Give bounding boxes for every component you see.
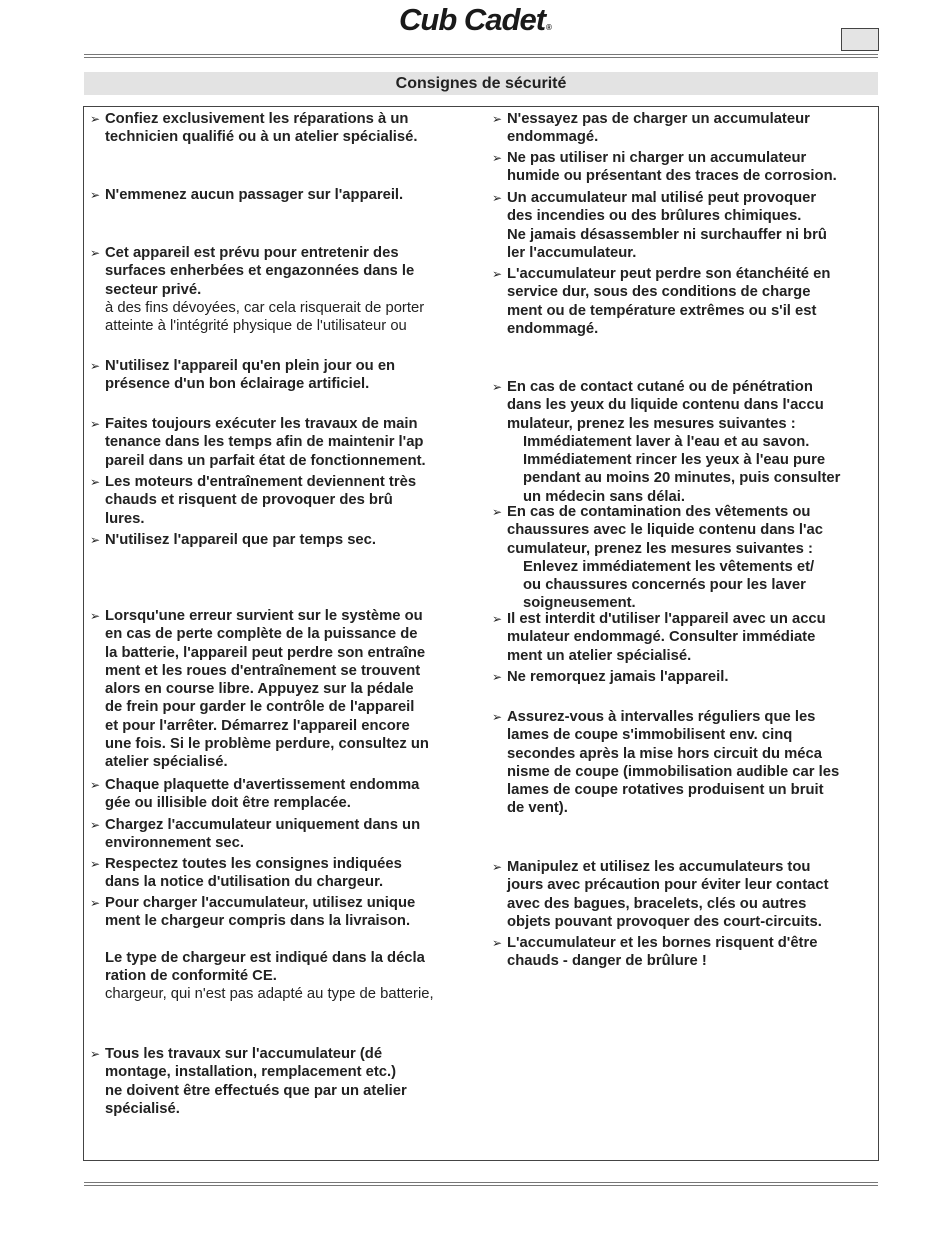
bullet-text-line: des incendies ou des brûlures chimiques.: [507, 208, 802, 225]
bullet-text-line: endommagé.: [507, 129, 599, 146]
arrowhead-bullet-icon: ➢: [90, 246, 101, 260]
bullet-text-line: ment un atelier spécialisé.: [507, 647, 692, 664]
arrowhead-bullet-icon: ➢: [492, 670, 503, 684]
bullet-text-line: ➢ Ne remorquez jamais l'appareil.: [492, 669, 729, 685]
bullet-text-line: ➢ Respectez toutes les consignes indiquées: [90, 856, 402, 872]
safety-instruction: [90, 357, 475, 394]
bullet-text-line: ➢ Assurez-vous à intervalles réguliers que les: [492, 709, 816, 725]
safety-instruction: [90, 244, 475, 335]
arrowhead-bullet-icon: ➢: [90, 818, 101, 832]
cub-cadet-logo: Cub Cadet®: [399, 2, 551, 37]
bullet-text-line: ➢ N'emmenez aucun passager sur l'appareil.: [90, 187, 404, 203]
bullet-text-line: service dur, sous des conditions de charge: [507, 284, 811, 301]
safety-instruction: [90, 110, 475, 147]
bullet-text-line: de frein pour garder le contrôle de l'appareil: [105, 699, 415, 716]
safety-instruction: [90, 816, 475, 853]
bullet-text-line: atelier spécialisé.: [105, 754, 228, 771]
safety-instruction: [90, 531, 475, 549]
bullet-text-line: à des fins dévoyées, car cela risquerait de porter: [105, 299, 425, 316]
arrowhead-bullet-icon: ➢: [492, 860, 503, 874]
bullet-text-line: ➢ Chaque plaquette d'avertissement endomma: [90, 777, 420, 793]
bullet-text-line: et pour l'arrêter. Démarrez l'appareil encore: [105, 717, 410, 734]
bullet-text-line: alors en course libre. Appuyez sur la pédale: [105, 681, 414, 698]
safety-instruction: [90, 415, 475, 470]
safety-instruction: [90, 855, 475, 892]
bullet-text-line: ➢ Ne pas utiliser ni charger un accumulateur: [492, 150, 807, 166]
bullet-text-line: pareil dans un parfait état de fonctionnement.: [105, 452, 426, 469]
safety-instruction: [492, 265, 877, 338]
bullet-text-line: dans les yeux du liquide contenu dans l'accu: [507, 397, 824, 414]
bullet-text-line: ➢ Cet appareil est prévu pour entretenir des: [90, 245, 399, 261]
arrowhead-bullet-icon: ➢: [492, 710, 503, 724]
bullet-text-line: atteinte à l'intégrité physique de l'utilisateur ou: [105, 318, 407, 335]
bullet-text-line: Ne jamais désassembler ni surchauffer ni brû: [507, 226, 827, 243]
safety-instruction: [492, 149, 877, 186]
bullet-text-line: ➢ En cas de contamination des vêtements ou: [492, 504, 811, 520]
footer-rule-bottom: [84, 1185, 878, 1186]
bullet-text-line: technicien qualifié ou à un atelier spécialisé.: [105, 129, 418, 146]
bullet-text-line: objets pouvant provoquer des court-circuits.: [507, 913, 822, 930]
safety-instruction: [90, 894, 475, 1003]
bullet-text-line: ➢ Confiez exclusivement les réparations à un: [90, 111, 409, 127]
safety-instruction: [492, 708, 877, 818]
bullet-text-line: ➢ L'accumulateur peut perdre son étanchéité en: [492, 266, 831, 282]
bullet-text-line: chauds et risquent de provoquer des brû: [105, 492, 393, 509]
bullet-text-line: pendant au moins 20 minutes, puis consulter: [523, 470, 841, 487]
bullet-text-line: endommagé.: [507, 320, 599, 337]
bullet-text-line: ➢ Faites toujours exécuter les travaux de main: [90, 416, 418, 432]
bullet-text-line: chargeur, qui n'est pas adapté au type de batterie,: [105, 986, 434, 1003]
page-number-box: [841, 28, 879, 51]
arrowhead-bullet-icon: ➢: [90, 609, 101, 623]
paragraph-gap: [90, 931, 475, 949]
bullet-text-line: avec des bagues, bracelets, clés ou autres: [507, 895, 807, 912]
bullet-text-line: ➢ L'accumulateur et les bornes risquent d'être: [492, 935, 818, 951]
bullet-text-line: gée ou illisible doit être remplacée.: [105, 795, 351, 812]
bullet-text-line: ➢ N'utilisez l'appareil que par temps sec.: [90, 532, 377, 548]
arrowhead-bullet-icon: ➢: [90, 188, 101, 202]
safety-instruction: [492, 189, 877, 262]
safety-instruction: [492, 503, 877, 613]
bullet-text-line: jours avec précaution pour éviter leur contact: [507, 877, 829, 894]
section-title: Consignes de sécurité: [84, 72, 878, 95]
bullet-text-line: lames de coupe rotatives produisent un bruit: [507, 782, 824, 799]
bullet-text-line: montage, installation, remplacement etc.): [105, 1064, 397, 1081]
bullet-text-line: Immédiatement rincer les yeux à l'eau pure: [523, 452, 826, 469]
arrowhead-bullet-icon: ➢: [90, 112, 101, 126]
arrowhead-bullet-icon: ➢: [492, 151, 503, 165]
bullet-text-line: ment et les roues d'entraînement se trouvent: [105, 662, 421, 679]
safety-instruction: [90, 1045, 475, 1118]
safety-instruction: [492, 110, 877, 147]
bullet-text-line: tenance dans les temps afin de maintenir l'ap: [105, 434, 424, 451]
bullet-text-line: soigneusement.: [523, 595, 636, 612]
safety-instruction: [492, 668, 877, 686]
bullet-text-line: chauds - danger de brûlure !: [507, 953, 707, 970]
bullet-text-line: ration de conformité CE.: [105, 967, 277, 984]
bullet-text-line: présence d'un bon éclairage artificiel.: [105, 376, 370, 393]
registered-mark: ®: [546, 23, 551, 32]
bullet-text-line: ou chaussures concernés pour les laver: [523, 577, 806, 594]
safety-instruction: [492, 378, 877, 506]
bullet-text-line: ➢ N'essayez pas de charger un accumulateur: [492, 111, 810, 127]
bullet-text-line: cumulateur, prenez les mesures suivantes :: [507, 540, 813, 557]
arrowhead-bullet-icon: ➢: [90, 1047, 101, 1061]
bullet-text-line: ➢ Un accumulateur mal utilisé peut provoquer: [492, 190, 817, 206]
safety-instruction: [90, 186, 475, 204]
bullet-text-line: ➢ N'utilisez l'appareil qu'en plein jour ou en: [90, 358, 396, 374]
bullet-text-line: ➢ Il est interdit d'utiliser l'appareil avec un accu: [492, 611, 826, 627]
arrowhead-bullet-icon: ➢: [492, 380, 503, 394]
bullet-text-line: ne doivent être effectués que par un atelier: [105, 1082, 407, 1099]
bullet-text-line: la batterie, l'appareil peut perdre son entraîne: [105, 644, 426, 661]
safety-instruction: [90, 776, 475, 813]
bullet-text-line: mulateur, prenez les mesures suivantes :: [507, 415, 796, 432]
bullet-text-line: une fois. Si le problème perdure, consultez un: [105, 736, 429, 753]
arrowhead-bullet-icon: ➢: [90, 417, 101, 431]
arrowhead-bullet-icon: ➢: [492, 267, 503, 281]
bullet-text-line: environnement sec.: [105, 835, 244, 852]
arrowhead-bullet-icon: ➢: [90, 896, 101, 910]
arrowhead-bullet-icon: ➢: [492, 112, 503, 126]
bullet-text-line: mulateur endommagé. Consulter immédiate: [507, 629, 816, 646]
bullet-text-line: lures.: [105, 510, 145, 527]
safety-instruction: [492, 610, 877, 665]
safety-instruction: [492, 858, 877, 931]
bullet-text-line: ➢ En cas de contact cutané ou de pénétration: [492, 379, 813, 395]
safety-instruction: [492, 934, 877, 971]
bullet-text-line: ment ou de température extrêmes ou s'il est: [507, 302, 817, 319]
arrowhead-bullet-icon: ➢: [492, 505, 503, 519]
arrowhead-bullet-icon: ➢: [492, 191, 503, 205]
arrowhead-bullet-icon: ➢: [90, 359, 101, 373]
bullet-text-line: spécialisé.: [105, 1100, 180, 1117]
bullet-text-line: ➢ Tous les travaux sur l'accumulateur (dé: [90, 1046, 383, 1062]
bullet-text-line: chaussures avec le liquide contenu dans l'ac: [507, 522, 824, 539]
bullet-text-line: dans la notice d'utilisation du chargeur.: [105, 874, 384, 891]
bullet-text-line: Le type de chargeur est indiqué dans la décla: [105, 949, 425, 966]
bullet-text-line: lames de coupe s'immobilisent env. cinq: [507, 727, 793, 744]
bullet-text-line: nisme de coupe (immobilisation audible car les: [507, 763, 840, 780]
bullet-text-line: ➢ Chargez l'accumulateur uniquement dans un: [90, 817, 421, 833]
bullet-text-line: en cas de perte complète de la puissance de: [105, 626, 418, 643]
bullet-text-line: secondes après la mise hors circuit du méca: [507, 745, 822, 762]
bullet-text-line: de vent).: [507, 800, 568, 817]
arrowhead-bullet-icon: ➢: [90, 475, 101, 489]
bullet-text-line: humide ou présentant des traces de corrosion.: [507, 168, 837, 185]
bullet-text-line: Enlevez immédiatement les vêtements et/: [523, 558, 815, 575]
arrowhead-bullet-icon: ➢: [492, 612, 503, 626]
bullet-text-line: surfaces enherbées et engazonnées dans le: [105, 263, 415, 280]
safety-instruction: [90, 473, 475, 528]
bullet-text-line: secteur privé.: [105, 281, 202, 298]
bullet-text-line: ment le chargeur compris dans la livraison.: [105, 913, 411, 930]
arrowhead-bullet-icon: ➢: [90, 857, 101, 871]
bullet-text-line: ler l'accumulateur.: [507, 244, 637, 261]
bullet-text-line: un médecin sans délai.: [523, 488, 685, 505]
safety-instruction: [90, 607, 475, 772]
bullet-text-line: ➢ Lorsqu'une erreur survient sur le système ou: [90, 608, 423, 624]
bullet-text-line: ➢ Manipulez et utilisez les accumulateurs tou: [492, 859, 811, 875]
header-rule-top: [84, 54, 878, 55]
bullet-text-line: Immédiatement laver à l'eau et au savon.: [523, 433, 810, 450]
footer-rule-top: [84, 1182, 878, 1183]
header-rule-bottom: [84, 57, 878, 58]
arrowhead-bullet-icon: ➢: [90, 778, 101, 792]
bullet-text-line: ➢ Pour charger l'accumulateur, utilisez unique: [90, 895, 416, 911]
arrowhead-bullet-icon: ➢: [90, 533, 101, 547]
arrowhead-bullet-icon: ➢: [492, 936, 503, 950]
bullet-text-line: ➢ Les moteurs d'entraînement deviennent très: [90, 474, 417, 490]
